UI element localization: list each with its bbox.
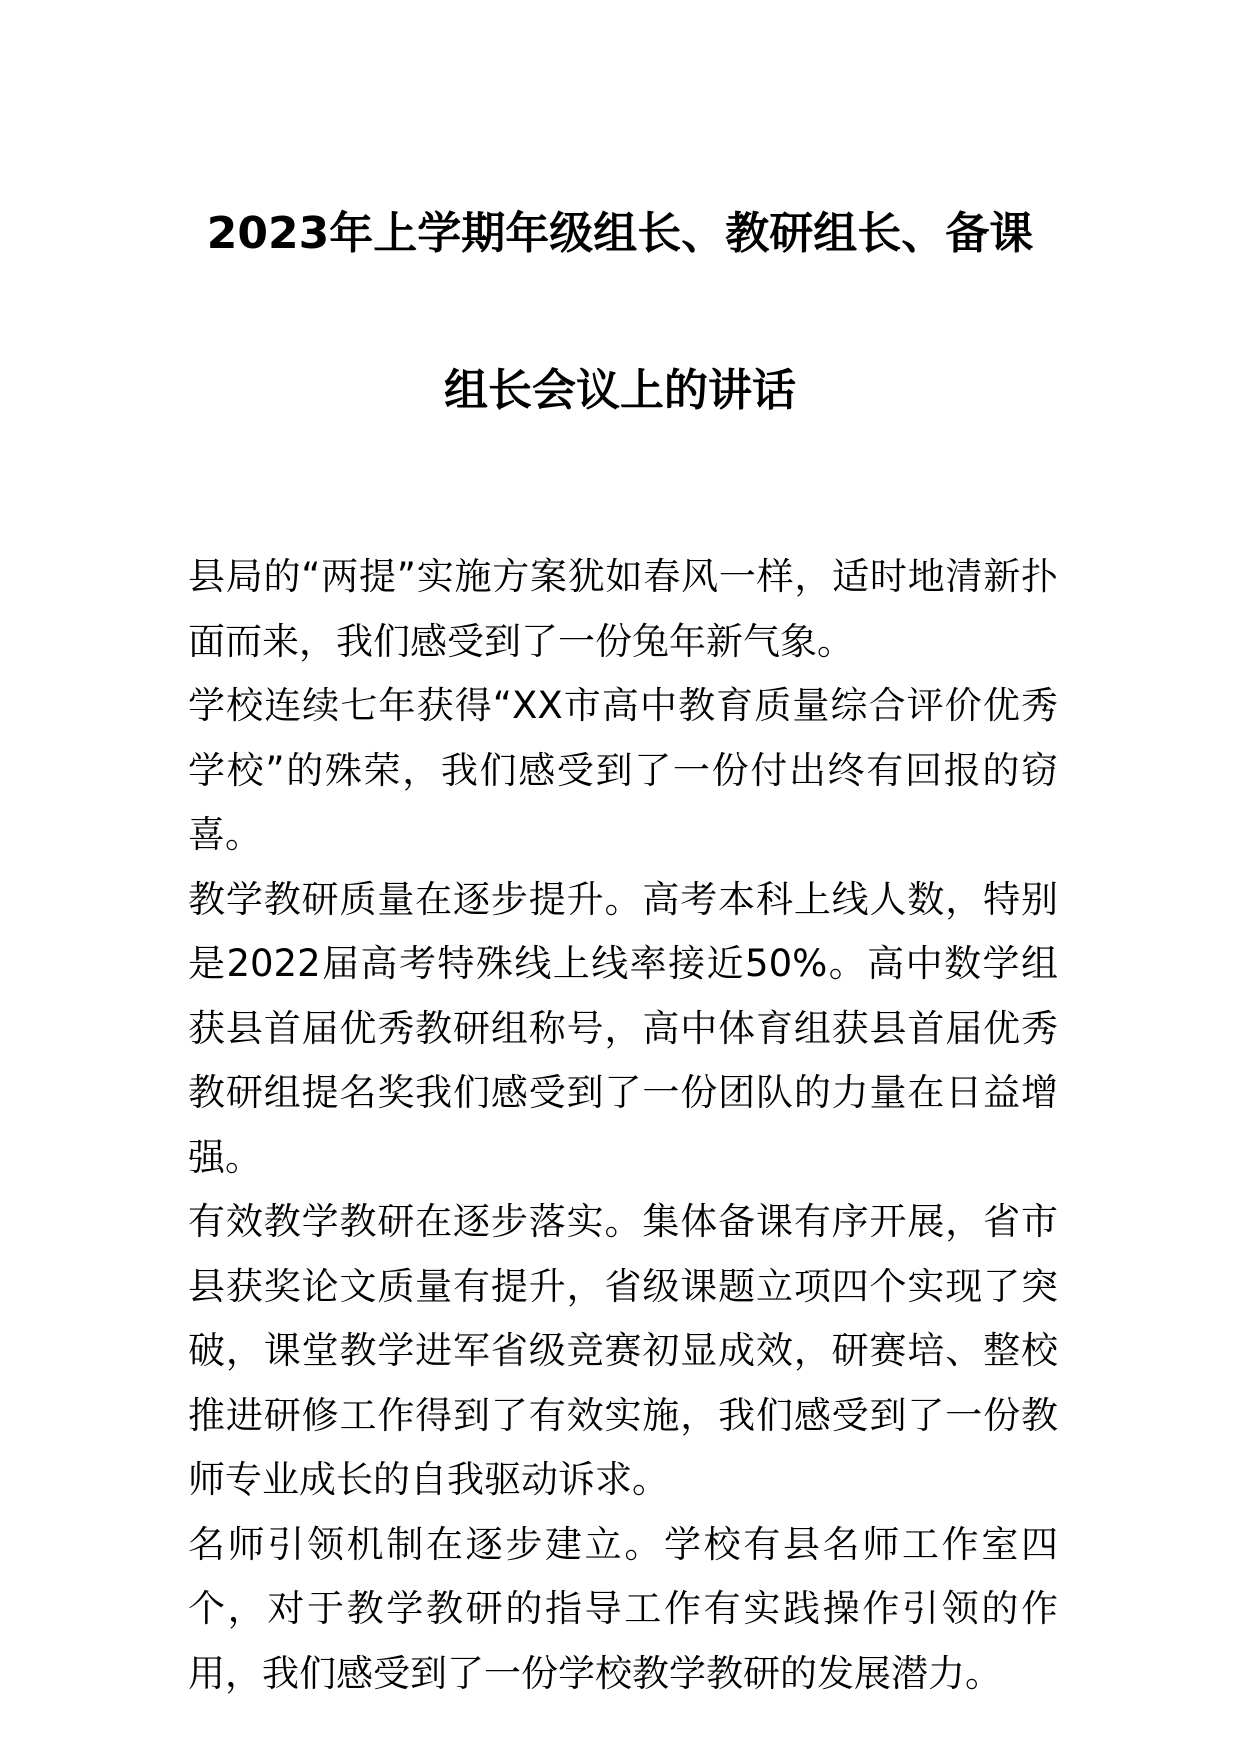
paragraph: 县局的“两提”实施方案犹如春风一样，适时地清新扑面而来，我们感受到了一份兔年新气象。: [188, 555, 1058, 663]
document-title-line-1: 2023年上学期年级组长、教研组长、备课: [206, 208, 1034, 259]
document-title-line-2: 组长会议上的讲话: [444, 365, 796, 416]
document-body: [188, 545, 1058, 1706]
paragraph: 名师引领机制在逐步建立。学校有县名师工作室四个，对于教学教研的指导工作有实践操作引领的作用，我们感受到了一份学校教学教研的发展潜力。: [188, 1522, 1058, 1695]
paragraph: 有效教学教研在逐步落实。集体备课有序开展，省市县获奖论文质量有提升，省级课题立项四个实现了突破，课堂教学进军省级竞赛初显成效，研赛培、整校推进研修工作得到了有效实施，我们感受到了一份教师专业成长的自我驱动诉求。: [188, 1200, 1058, 1501]
paragraph: 学校连续七年获得“XX市高中教育质量综合评价优秀学校”的殊荣，我们感受到了一份付出终有回报的窃喜。: [188, 684, 1058, 856]
paragraph: 教学教研质量在逐步提升。高考本科上线人数，特别是2022届高考特殊线上线率接近50%。高中数学组获县首届优秀教研组称号，高中体育组获县首届优秀教研组提名奖我们感受到了一份团队的力量在日益增强。: [188, 877, 1058, 1179]
